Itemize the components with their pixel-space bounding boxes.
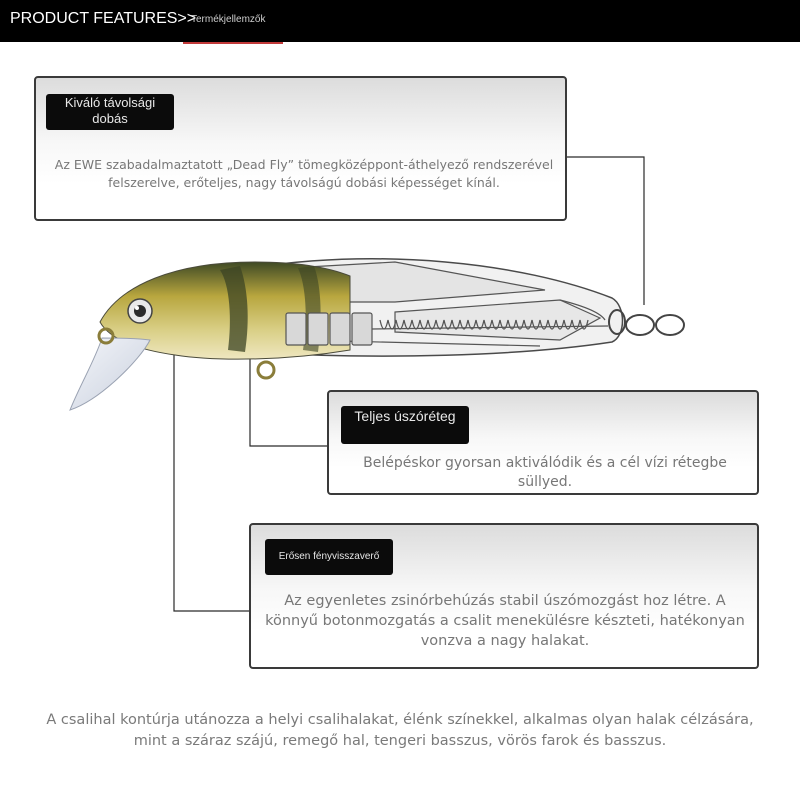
feature-description: Az EWE szabadalmaztatott „Dead Fly” tömegközéppont-áthelyező rendszerével felszerelve, erőteljes, nagy távolságú dobási képességet kínál. bbox=[54, 157, 554, 190]
feature-description: Belépéskor gyorsan aktiválódik és a cél vízi rétegbe süllyed. bbox=[363, 455, 727, 490]
header-title: PRODUCT FEATURES>> bbox=[10, 10, 197, 27]
feature-card-reflective bbox=[249, 523, 759, 669]
feature-card-distance bbox=[34, 76, 567, 221]
feature-card-swim-layer bbox=[327, 390, 759, 495]
footer-description: A csalihal kontúrja utánozza a helyi csalihalakat, élénk színekkel, alkalmas olyan halak célzására, mint a száraz szájú, remegő hal, tengeri basszus, vörös farok és basszus. bbox=[46, 712, 754, 749]
header-subtitle: Termékjellemzők bbox=[191, 14, 266, 25]
feature-tag: Erősen fényvisszaverő bbox=[265, 539, 393, 575]
feature-description: Az egyenletes zsinórbehúzás stabil úszómozgást hoz létre. A könnyű botonmozgatás a csalit menekülésre készteti, hatékonyan vonzva a nagy halakat. bbox=[265, 593, 745, 649]
lure-eye-icon bbox=[128, 299, 152, 323]
feature-tag: Teljes úszóréteg bbox=[341, 406, 469, 444]
diving-lip bbox=[70, 338, 150, 410]
feature-tag: Kiváló távolsági dobás bbox=[46, 94, 174, 130]
